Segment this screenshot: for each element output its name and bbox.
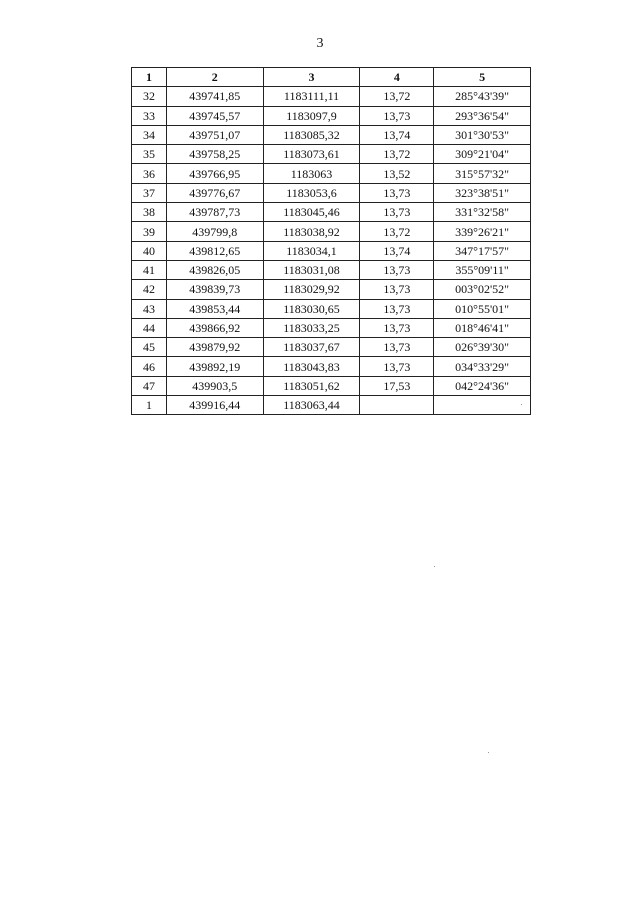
table-cell: 439879,92 — [166, 338, 263, 357]
table-row — [132, 183, 531, 202]
table-cell: 1183029,92 — [263, 280, 360, 299]
table-cell: 37 — [132, 183, 167, 202]
table-row — [132, 203, 531, 222]
table-cell: 439853,44 — [166, 299, 263, 318]
table-row — [132, 87, 531, 106]
table-cell: 13,73 — [360, 338, 434, 357]
table-cell: 33 — [132, 106, 167, 125]
table-cell: 309°21'04" — [434, 145, 531, 164]
table-cell: 439776,67 — [166, 183, 263, 202]
table-cell: 32 — [132, 87, 167, 106]
table-cell: 46 — [132, 357, 167, 376]
table-cell: 13,74 — [360, 241, 434, 260]
table-cell: 13,72 — [360, 222, 434, 241]
table-row — [132, 241, 531, 260]
table-cell: 13,74 — [360, 125, 434, 144]
table-cell: 1 — [132, 396, 167, 415]
table-cell: 1183063,44 — [263, 396, 360, 415]
table-cell: 439766,95 — [166, 164, 263, 183]
table-cell: 13,73 — [360, 260, 434, 279]
table-cell — [360, 396, 434, 415]
table-cell: 285°43'39" — [434, 87, 531, 106]
table-cell: 439741,85 — [166, 87, 263, 106]
table-cell — [434, 396, 531, 415]
table-cell: 331°32'58" — [434, 203, 531, 222]
column-header: 4 — [360, 68, 434, 87]
table-cell: 315°57'32" — [434, 164, 531, 183]
scan-speck — [488, 752, 489, 753]
table-cell: 018°46'41" — [434, 318, 531, 337]
table-row — [132, 299, 531, 318]
table-row — [132, 164, 531, 183]
table-cell: 339°26'21" — [434, 222, 531, 241]
table-row — [132, 106, 531, 125]
table-cell: 439916,44 — [166, 396, 263, 415]
table-cell: 13,73 — [360, 280, 434, 299]
table-row — [132, 396, 531, 415]
table-row — [132, 125, 531, 144]
table-cell: 38 — [132, 203, 167, 222]
table-cell: 13,73 — [360, 106, 434, 125]
table-cell: 17,53 — [360, 376, 434, 395]
table-cell: 43 — [132, 299, 167, 318]
table-cell: 41 — [132, 260, 167, 279]
table-cell: 1183111,11 — [263, 87, 360, 106]
table-cell: 1183051,62 — [263, 376, 360, 395]
table-cell: 39 — [132, 222, 167, 241]
table-cell: 026°39'30" — [434, 338, 531, 357]
table-cell: 44 — [132, 318, 167, 337]
table-cell: 13,73 — [360, 203, 434, 222]
table-cell: 003°02'52" — [434, 280, 531, 299]
table-cell: 13,72 — [360, 145, 434, 164]
table-cell: 010°55'01" — [434, 299, 531, 318]
table-cell: 13,73 — [360, 183, 434, 202]
table-cell: 1183085,32 — [263, 125, 360, 144]
column-header: 1 — [132, 68, 167, 87]
table-cell: 439839,73 — [166, 280, 263, 299]
table-cell: 042°24'36" — [434, 376, 531, 395]
table-row — [132, 260, 531, 279]
table-cell: 355°09'11" — [434, 260, 531, 279]
table-cell: 1183045,46 — [263, 203, 360, 222]
table-cell: 13,72 — [360, 87, 434, 106]
table-cell: 42 — [132, 280, 167, 299]
column-header: 3 — [263, 68, 360, 87]
table-cell: 35 — [132, 145, 167, 164]
table-cell: 40 — [132, 241, 167, 260]
coordinates-table — [131, 67, 531, 415]
table-cell: 347°17'57" — [434, 241, 531, 260]
table-body — [132, 87, 531, 415]
table-cell: 439826,05 — [166, 260, 263, 279]
column-header: 5 — [434, 68, 531, 87]
table-row — [132, 376, 531, 395]
table-cell: 1183073,61 — [263, 145, 360, 164]
table-cell: 439787,73 — [166, 203, 263, 222]
table-cell: 301°30'53" — [434, 125, 531, 144]
table-cell: 293°36'54" — [434, 106, 531, 125]
table-cell: 1183034,1 — [263, 241, 360, 260]
table-row — [132, 222, 531, 241]
table-row — [132, 318, 531, 337]
table-cell: 13,73 — [360, 318, 434, 337]
column-header: 2 — [166, 68, 263, 87]
table-cell: 1183038,92 — [263, 222, 360, 241]
table-cell: 1183037,67 — [263, 338, 360, 357]
table-row — [132, 280, 531, 299]
table-cell: 1183031,08 — [263, 260, 360, 279]
table-cell: 13,73 — [360, 299, 434, 318]
table-cell: 36 — [132, 164, 167, 183]
table-cell: 1183097,9 — [263, 106, 360, 125]
table-cell: 13,52 — [360, 164, 434, 183]
table-cell: 439812,65 — [166, 241, 263, 260]
table-cell: 34 — [132, 125, 167, 144]
table-row — [132, 357, 531, 376]
table-cell: 439866,92 — [166, 318, 263, 337]
scan-speck — [434, 566, 435, 567]
table-cell: 1183043,83 — [263, 357, 360, 376]
table-cell: 13,73 — [360, 357, 434, 376]
table-cell: 47 — [132, 376, 167, 395]
table-cell: 45 — [132, 338, 167, 357]
table-row — [132, 145, 531, 164]
table-cell: 323°38'51" — [434, 183, 531, 202]
scan-speck — [521, 404, 522, 405]
table-cell: 1183063 — [263, 164, 360, 183]
table-cell: 1183053,6 — [263, 183, 360, 202]
table-cell: 439903,5 — [166, 376, 263, 395]
table-cell: 034°33'29" — [434, 357, 531, 376]
table-cell: 1183030,65 — [263, 299, 360, 318]
table-cell: 439745,57 — [166, 106, 263, 125]
table-cell: 439751,07 — [166, 125, 263, 144]
table-cell: 439799,8 — [166, 222, 263, 241]
page-number: 3 — [316, 36, 324, 51]
table-cell: 439892,19 — [166, 357, 263, 376]
table-header-row — [132, 68, 531, 87]
table-row — [132, 338, 531, 357]
table-cell: 1183033,25 — [263, 318, 360, 337]
table-cell: 439758,25 — [166, 145, 263, 164]
